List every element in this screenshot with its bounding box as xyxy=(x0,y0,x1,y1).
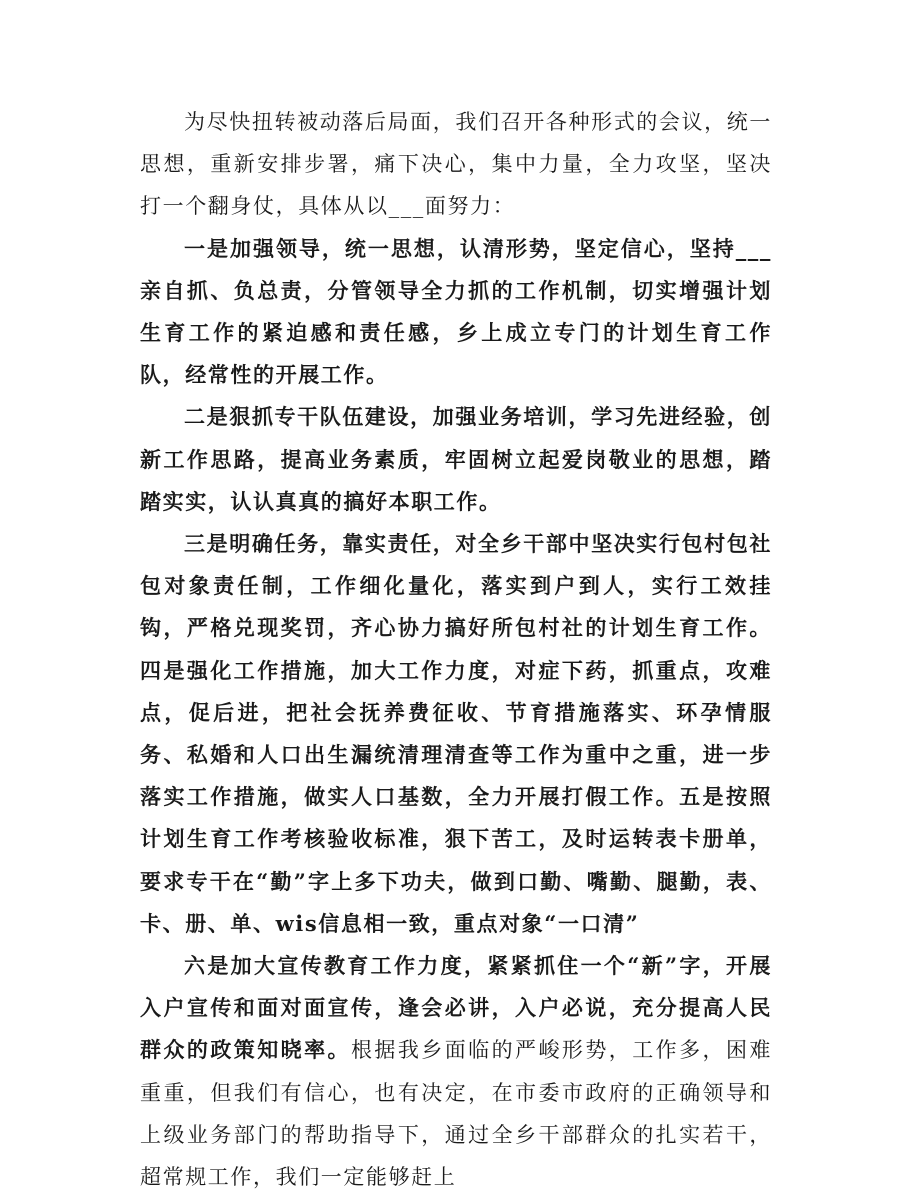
document-body xyxy=(140,101,772,1198)
paragraph-text-regular: 根据我乡面临的严峻形势，工作多，困难重重，但我们有信心，也有决定，在市委市政府的正确领导和上级业务部门的帮助指导下，通过全乡干部群众的扎实若干，超常规工作，我们一定能够赶上 xyxy=(140,1038,772,1190)
paragraph-point-two xyxy=(140,396,772,523)
paragraph-point-one xyxy=(140,228,772,397)
paragraph-point-six xyxy=(140,945,772,1198)
paragraph-intro xyxy=(140,101,772,228)
paragraph-text: 三是明确任务，靠实责任，对全乡干部中坚决实行包村包社包对象责任制，工作细化量化，落实到户到人，实行工效挂钩，严格兑现奖罚，齐心协力搞好所包村社的计划生育工作。四是强化工作措施，加大工作力度，对症下药，抓重点，攻难点，促后进，把社会抚养费征收、节育措施落实、环孕情服务、私婚和人口出生漏统清理清查等工作为重中之重，进一步落实工作措施，做实人口基数，全力开展打假工作。五是按照计划生育工作考核验收标准，狠下苦工，及时运转表卡册单，要求专干在“勤”字上多下功夫，做到口勤、嘴勤、腿勤，表、卡、册、单、wis信息相一致，重点对象“一口清” xyxy=(140,531,772,936)
paragraph-text: 一是加强领导，统一思想，认清形势，坚定信心，坚持___亲自抓、负总责，分管领导全力抓的工作机制，切实增强计划生育工作的紧迫感和责任感，乡上成立专门的计划生育工作队，经常性的开展工作。 xyxy=(140,235,772,388)
paragraph-text: 为尽快扭转被动落后局面，我们召开各种形式的会议，统一思想，重新安排步署，痛下决心，集中力量，全力攻坚，坚决打一个翻身仗，具体从以___面努力： xyxy=(140,110,772,219)
paragraph-points-three-to-five xyxy=(140,523,772,945)
paragraph-text: 二是狠抓专干队伍建设，加强业务培训，学习先进经验，创新工作思路，提高业务素质，牢固树立起爱岗敬业的思想，踏踏实实，认认真真的搞好本职工作。 xyxy=(140,404,772,514)
paragraph-text-bold: 六是加大宣传教育工作力度，紧紧抓住一个“新”字，开展入户宣传和面对面宣传，逢会必讲，入户必说，充分提高人民群众的政策知晓率。 xyxy=(140,953,772,1063)
